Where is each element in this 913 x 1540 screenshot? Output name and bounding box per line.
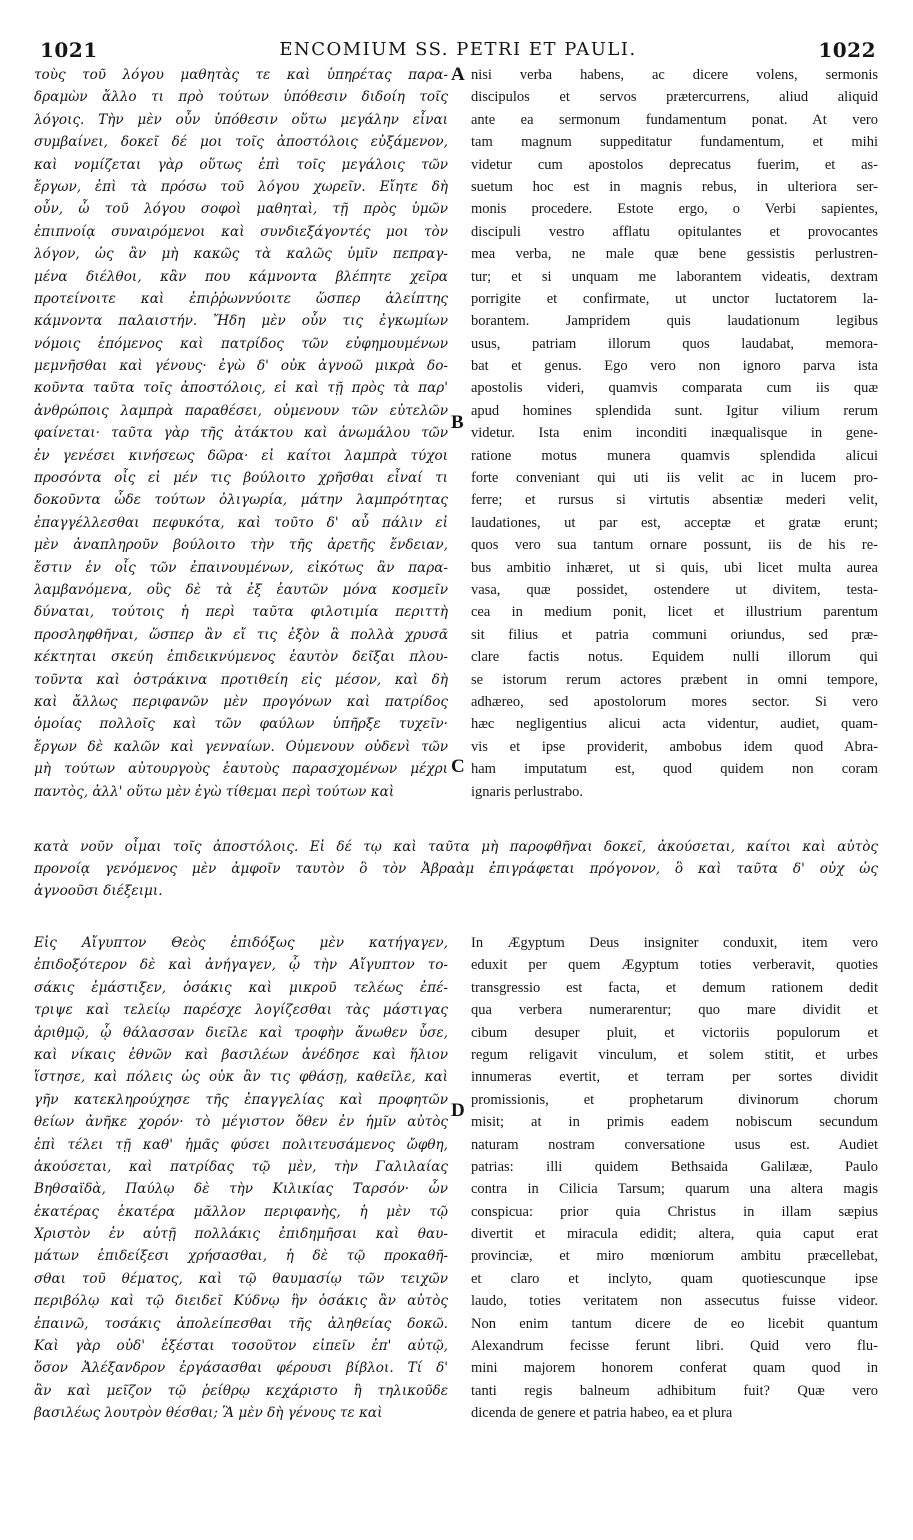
latin-text-line: tur; et si unquam me laborantem videatis, dextram xyxy=(471,268,878,285)
greek-text-line: δοκοῦντα ὧδε τούτων ὀλιγωρία, μάτην λαμπρότητας xyxy=(34,492,448,509)
latin-text-line: forte conveniant qui uti iis velit ac in lucem pro- xyxy=(471,470,878,487)
latin-text-line: Non enim tantum dicere de eo licebit quantum xyxy=(471,1315,878,1332)
greek-text-line: προνοίᾳ γενόμενος μὲν ἀμφοῖν ταυτὸν ὃ τὸν Ἀβραὰμ ἐπιγράφεται πρόγονον, ὃ καὶ ταῦτα δ' οὐχ ὡς xyxy=(34,861,878,877)
margin-marker-c: C xyxy=(451,756,465,777)
latin-text-line: vis et ipse providerit, ambobus idem quod Abra- xyxy=(471,738,878,755)
latin-text-line: bat et genus. Ego vero non ignoro parva ista xyxy=(471,358,878,375)
latin-text-line: suetum hoc est in magnis rebus, in ulteriora ser- xyxy=(471,178,878,195)
greek-text-line: ἂν καὶ μεῖζον τῷ ῥείθρῳ κεχάριστο ἢ τηλικοῦδε xyxy=(34,1382,448,1399)
latin-text-line: transgressio est facta, et demum rationem dedit xyxy=(471,979,878,996)
latin-text-line: divertit et miracula edidit; altera, quia caput erat xyxy=(471,1226,878,1243)
greek-text-line: ἐπαινῶ, τοσάκις ἀπολείπεσθαι τῆς ἀληθείας δοκῶ. xyxy=(34,1315,448,1332)
latin-text-line: contra in Cilicia Tarsum; quarum una altera magis xyxy=(471,1181,878,1198)
latin-text-line: ham imputatum est, quod quidem non coram xyxy=(471,761,878,778)
greek-text-line: σθαι τοῦ θέματος, καὶ τῷ θαυμασίῳ τῶν τειχῶν xyxy=(34,1270,448,1287)
greek-text-line: μεμνῆσθαι καὶ γένους· ἐγὼ δ' οὐκ ἀγνοῶ μικρὰ δο- xyxy=(34,358,448,375)
page-number-right: 1022 xyxy=(818,38,876,62)
latin-text-line: dicenda de genere et patria habeo, ea et plura xyxy=(471,1405,733,1422)
latin-text-line: monis procedere. Estote ergo, o Verbi sapientes, xyxy=(471,201,878,218)
latin-text-line: hæc negligentius alicui acta videntur, audiet, quam- xyxy=(471,716,878,733)
latin-text-line: porrigite et confirmate, ut unctor luctatorem la- xyxy=(471,290,878,307)
greek-text-line: καὶ ἄλλως περιφανῶν μὲν προγόνων καὶ πατρίδος xyxy=(34,693,448,710)
greek-text-line: καὶ νομίζεται γὰρ οὕτως ἐπὶ τοῖς μεγάλοις τῶν xyxy=(34,156,448,173)
latin-text-line: se istorum rerum actores præbent in omni tempore, xyxy=(471,671,878,688)
latin-text-line: conspicua: prior quia Christus in illam sæpius xyxy=(471,1203,878,1220)
greek-text-line: τριψε καὶ τελείῳ παρέσχε λογίζεσθαι τὰς μάστιγας xyxy=(34,1002,448,1019)
greek-text-line: ἑκατέρας ἑκατέρα μᾶλλον περιφανὴς, ἡ μὲν τῷ xyxy=(34,1203,448,1220)
greek-text-line: λαμβανόμενα, οὓς δὲ τὰ ἐξ ἑαυτῶν μόνα κοσμεῖν xyxy=(34,581,448,598)
latin-text-line: innumeras evertit, et terram per sortes dividit xyxy=(471,1069,878,1086)
latin-text-line: tanti regis balneum adhibitum fuit? Quæ vero xyxy=(471,1382,878,1399)
latin-text-line: borantem. Jampridem quis laudationum legibus xyxy=(471,313,878,330)
latin-text-line: apud homines splendida sunt. Igitur vilium rerum xyxy=(471,402,878,419)
greek-text-line: βασιλέως λουτρὸν θέσθαι; Ἃ μὲν δὴ γένους τε καὶ xyxy=(34,1405,383,1422)
greek-text-line: συμβαίνει, δοκεῖ δέ μοι τοῖς ἀποστόλοις εὐξάμενον, xyxy=(34,134,448,151)
greek-text-line: οὖν, ὦ τοῦ λόγου σοφοὶ μαθηταὶ, τῇ πρὸς ὑμῶν xyxy=(34,201,448,218)
greek-text-line: θείων ἀνῆκε χορόν· τὸ μέγιστον ὅθεν ἐν ἡμῖν αὐτὸς xyxy=(34,1114,448,1131)
latin-text-line: regum religavit vinculum, et solem stitit, et urbes xyxy=(471,1046,878,1063)
greek-text-line: ἀγνοοῦσι διέξειμι. xyxy=(34,883,163,899)
latin-text-line: patrias: illi quidem Bethsaida Galilææ, Paulo xyxy=(471,1158,878,1175)
latin-text-line: ignaris perlustrabo. xyxy=(471,783,583,800)
latin-text-line: et claro et inclyto, quam quotiescunque ipse xyxy=(471,1270,878,1287)
greek-text-line: λόγοις. Τὴν μὲν οὖν ὑπόθεσιν οὕτω μεγάλην εἶναι xyxy=(34,111,448,128)
greek-text-line: ἀριθμῷ, ᾧ θάλασσαν διεῖλε καὶ τροφὴν ἄνωθεν ὗσε, xyxy=(34,1024,448,1041)
greek-text-line: τοὺς τοῦ λόγου μαθητὰς τε καὶ ὑπηρέτας παρα- xyxy=(34,67,448,83)
page-number-left: 1021 xyxy=(40,38,98,62)
greek-text-line: ὁμοίας πολλοῖς καὶ τῶν φαύλων ὑπῆρξε τυχεῖν· xyxy=(34,716,448,733)
greek-text-line: ἀνθρώποις λαμπρὰ παραθέσει, οὐμενουν τῶν εὐτελῶν xyxy=(34,402,448,419)
greek-text-line: ἐπιδοξότερον δὲ καὶ ἀνήγαγεν, ᾧ τὴν Αἴγυπτον το- xyxy=(34,957,448,974)
greek-text-line: γῆν κατεκληρούχησε τῆς ἐπαγγελίας καὶ προφητῶν xyxy=(34,1091,448,1108)
latin-text-line: nisi verba habens, ac dicere volens, sermonis xyxy=(471,67,878,83)
latin-text-line: videtur. Ista enim inconditi inæqualisque in gene- xyxy=(471,425,878,442)
greek-text-line: κατὰ νοῦν οἶμαι τοῖς ἀποστόλοις. Εἰ δέ τῳ καὶ ταῦτα μὴ παροφθῆναι δοκεῖ, ἀκούσεται, καίτοι καὶ αὐτὸς xyxy=(34,839,878,855)
latin-text-line: ante ea sermonum fundamentum ponat. At vero xyxy=(471,111,878,128)
latin-text-line: Alexandrum fecisse ferunt libri. Quid vero flu- xyxy=(471,1338,878,1355)
latin-text-line: cea in medium ponit, licet et illustrium parentum xyxy=(471,604,878,621)
greek-text-line: ἔργων δὲ καλῶν καὶ γενναίων. Οὐμενουν οὐδενὶ τῶν xyxy=(34,738,448,755)
latin-text-line: mea verba, ne male quæ bene gessistis perlustren- xyxy=(471,246,878,263)
latin-column-section-2 xyxy=(471,932,878,1425)
margin-marker-b: B xyxy=(451,412,464,433)
greek-text-line: ἔργων, ἐπὶ τὰ πρόσω τοῦ λόγου χωρεῖν. Εἴητε δὴ xyxy=(34,178,448,195)
latin-text-line: discipuli vestro afflatu opitulantes et provocantes xyxy=(471,223,878,240)
greek-text-line: ἵστησε, καὶ πόλεις ὡς οὐκ ἂν τις φθάσῃ, καθεῖλε, καὶ xyxy=(34,1069,448,1086)
greek-text-line: καὶ νίκαις ἐθνῶν καὶ βασιλέων ἀνέδησε καὶ ἥλιον xyxy=(34,1046,448,1063)
greek-text-line: Χριστὸν ἐν αὐτῇ πολλάκις ἐπιδημῆσαι καὶ θαυ- xyxy=(34,1226,448,1243)
greek-column-section-1 xyxy=(34,64,448,803)
latin-text-line: eduxit per quem Ægyptum toties verberavit, quoties xyxy=(471,957,878,974)
greek-column-section-2 xyxy=(34,932,448,1425)
greek-text-line: ἔστιν ἐν οἷς τῶν ἐπαινουμένων, εἰκότως ἂν παρα- xyxy=(34,559,448,576)
latin-text-line: provinciæ, et miro mœniorum ambitu præcellebat, xyxy=(471,1248,878,1265)
latin-text-line: naturam nostram conversatione usus est. Audiet xyxy=(471,1136,878,1153)
latin-text-line: misit; at in primis eadem nobiscum secundum xyxy=(471,1114,878,1131)
greek-text-line: Βηθσαϊδὰ, Παύλῳ δὲ τὴν Κιλικίας Ταρσόν· ὧν xyxy=(34,1181,448,1198)
latin-text-line: discipulos et servos prætercurrens, aliud aliquid xyxy=(471,89,878,106)
greek-text-line: κοῦντα ταῦτα τοῖς ἀποστόλοις, εἰ καὶ τῇ πρὸς τὰ παρ' xyxy=(34,380,448,397)
greek-text-line: Εἰς Αἴγυπτον Θεὸς ἐπιδόξως μὲν κατήγαγεν, xyxy=(34,935,448,951)
full-width-greek-paragraph xyxy=(34,836,878,902)
latin-text-line: tam magnum suppeditatur fundamentum, et mihi xyxy=(471,134,878,151)
margin-marker-a: A xyxy=(451,64,465,85)
greek-text-line: δύναται, τούτοις ἡ περὶ ταῦτα φιλοτιμία περιττὴ xyxy=(34,604,448,621)
latin-text-line: ferre; et rursus si virtutis absentiæ mederi velit, xyxy=(471,492,878,509)
greek-text-line: ἀκούσεται, καὶ πατρίδας τῷ μὲν, τὴν Γαλιλαίας xyxy=(34,1158,448,1175)
greek-text-line: μένα διέλθοι, κἂν που κάμνοντα βλέπητε χεῖρα xyxy=(34,268,448,285)
latin-text-line: promissionis, et prophetarum divinorum chorum xyxy=(471,1091,878,1108)
latin-text-line: quos vero sua tantum ornare possunt, iis de his re- xyxy=(471,537,878,554)
greek-text-line: ἐπιπνοίᾳ συναιρόμενοι καὶ συνδιεξάγοντές μοι τὸν xyxy=(34,223,448,240)
latin-text-line: laudationes, ut par est, acceptæ et gratæ erunt; xyxy=(471,514,878,531)
greek-text-line: προσληφθῆναι, ὥσπερ ἂν εἴ τις ἐξὸν ἃ πολλὰ χρυσᾶ xyxy=(34,626,448,643)
greek-text-line: προτείνοιτε καὶ ἐπιῤῥωννύοιτε ὥσπερ ἀλείπτης xyxy=(34,290,448,307)
greek-text-line: κάμνοντα παλαιστήν. Ἤδη μὲν οὖν τις ἐγκωμίων xyxy=(34,313,448,330)
latin-text-line: apostolis videri, quamvis comparata cum iis quæ xyxy=(471,380,878,397)
latin-text-line: In Ægyptum Deus insigniter conduxit, item vero xyxy=(471,935,878,951)
greek-text-line: κέκτηται σκεύη ἐπιδεικνύμενος ἑαυτὸν δεῖξαι πλου- xyxy=(34,649,448,666)
latin-text-line: bus ambitio inhæret, ut si quis, ubi licet multa aurea xyxy=(471,559,878,576)
margin-marker-d: D xyxy=(451,1100,465,1121)
greek-text-line: φαίνεται· ταῦτα γὰρ τῆς ἀτάκτου καὶ ἀνωμάλου τῶν xyxy=(34,425,448,442)
latin-text-line: qua verbera numerarentur; quo mare dividit et xyxy=(471,1002,878,1019)
latin-text-line: vasa, quæ possidet, ostendere ut divitem, testa- xyxy=(471,581,878,598)
latin-text-line: ratione motus munera quamvis splendida alicui xyxy=(471,447,878,464)
greek-text-line: σάκις ἐμάστιξεν, ὁσάκις καὶ μικροῦ τελέως ἐπέ- xyxy=(34,979,448,996)
greek-text-line: ὅσον Ἀλέξανδρον ἐργάσασθαι φέρουσι βίβλοι. Τί δ' xyxy=(34,1360,448,1377)
latin-text-line: videtur cum apostolos deprecatus fuerim, et as- xyxy=(471,156,878,173)
greek-text-line: παντὸς, ἀλλ' οὕτω μὲν ἐγὼ τίθεμαι περὶ τούτων καὶ xyxy=(34,783,395,800)
latin-text-line: usus, patriam illorum quos laudabat, memora- xyxy=(471,335,878,352)
greek-text-line: μὴ τούτων αὐτουργοὺς ἑαυτοὺς παρασχομένων μέχρι xyxy=(34,761,448,778)
greek-text-line: λόγον, ὡς ἂν μὴ κακῶς τὰ καλῶς ὑμῖν πεπραγ- xyxy=(34,246,448,263)
latin-text-line: cibum desuper pluit, et victoriis populorum et xyxy=(471,1024,878,1041)
latin-text-line: laudo, toties veritatem non assecutus fuisse videor. xyxy=(471,1293,878,1310)
greek-text-line: νόμοις ἑπόμενος καὶ πατρίδος τῶν εὐφημουμένων xyxy=(34,335,448,352)
latin-text-line: adhæreo, sed apostolorum mores sector. Si vero xyxy=(471,693,878,710)
latin-text-line: clare factis notus. Equidem nulli illorum qui xyxy=(471,649,878,666)
running-title: ENCOMIUM SS. PETRI ET PAULI. xyxy=(279,39,637,60)
greek-text-line: μὲν ἀναπληροῦν βούλοιτο τὴν τῆς ἀρετῆς ἔνδειαν, xyxy=(34,537,448,554)
greek-text-line: μάτων ἐπιδείξεσι χρήσασθαι, ἡ δὲ τῷ προκαθῆ- xyxy=(34,1248,448,1265)
latin-column-section-1 xyxy=(471,64,878,803)
greek-text-line: Καὶ γὰρ οὐδ' ἐξέσται τοσοῦτον εἰπεῖν ἐπ' αὐτῷ, xyxy=(34,1338,448,1355)
greek-text-line: ἐπαγγέλλεσθαι πεφυκότα, καὶ τοῦτο δ' αὖ πάλιν εἰ xyxy=(34,514,448,531)
greek-text-line: περιβόλῳ καὶ τῷ διειδεῖ Κύδνῳ ἣν ὁσάκις ἂν αὐτὸς xyxy=(34,1293,448,1310)
latin-text-line: sit filius et patria communi oriundus, sed præ- xyxy=(471,626,878,643)
latin-text-line: mini majorem honorem conferat quam quod in xyxy=(471,1360,878,1377)
greek-text-line: ἐπὶ τέλει τῇ καθ' ἡμᾶς φύσει πολιτευσάμενος ὤφθη, xyxy=(34,1136,448,1153)
greek-text-line: ἐν γενέσει κινήσεως δῶρα· εἰ καίτοι λαμπρὰ τύχοι xyxy=(34,447,448,464)
greek-text-line: τοῦντα καὶ ὀστράκινα προτιθείη εἰς μέσον, καὶ δὴ xyxy=(34,671,448,688)
greek-text-line: προσόντα οἷς εἰ μέν τις βούλοιτο χρῆσθαι εἶναί τι xyxy=(34,470,448,487)
greek-text-line: δραμὼν ἄλλο τι πρὸ τούτων ὑπόθεσιν διδοίη τοῖς xyxy=(34,89,448,106)
